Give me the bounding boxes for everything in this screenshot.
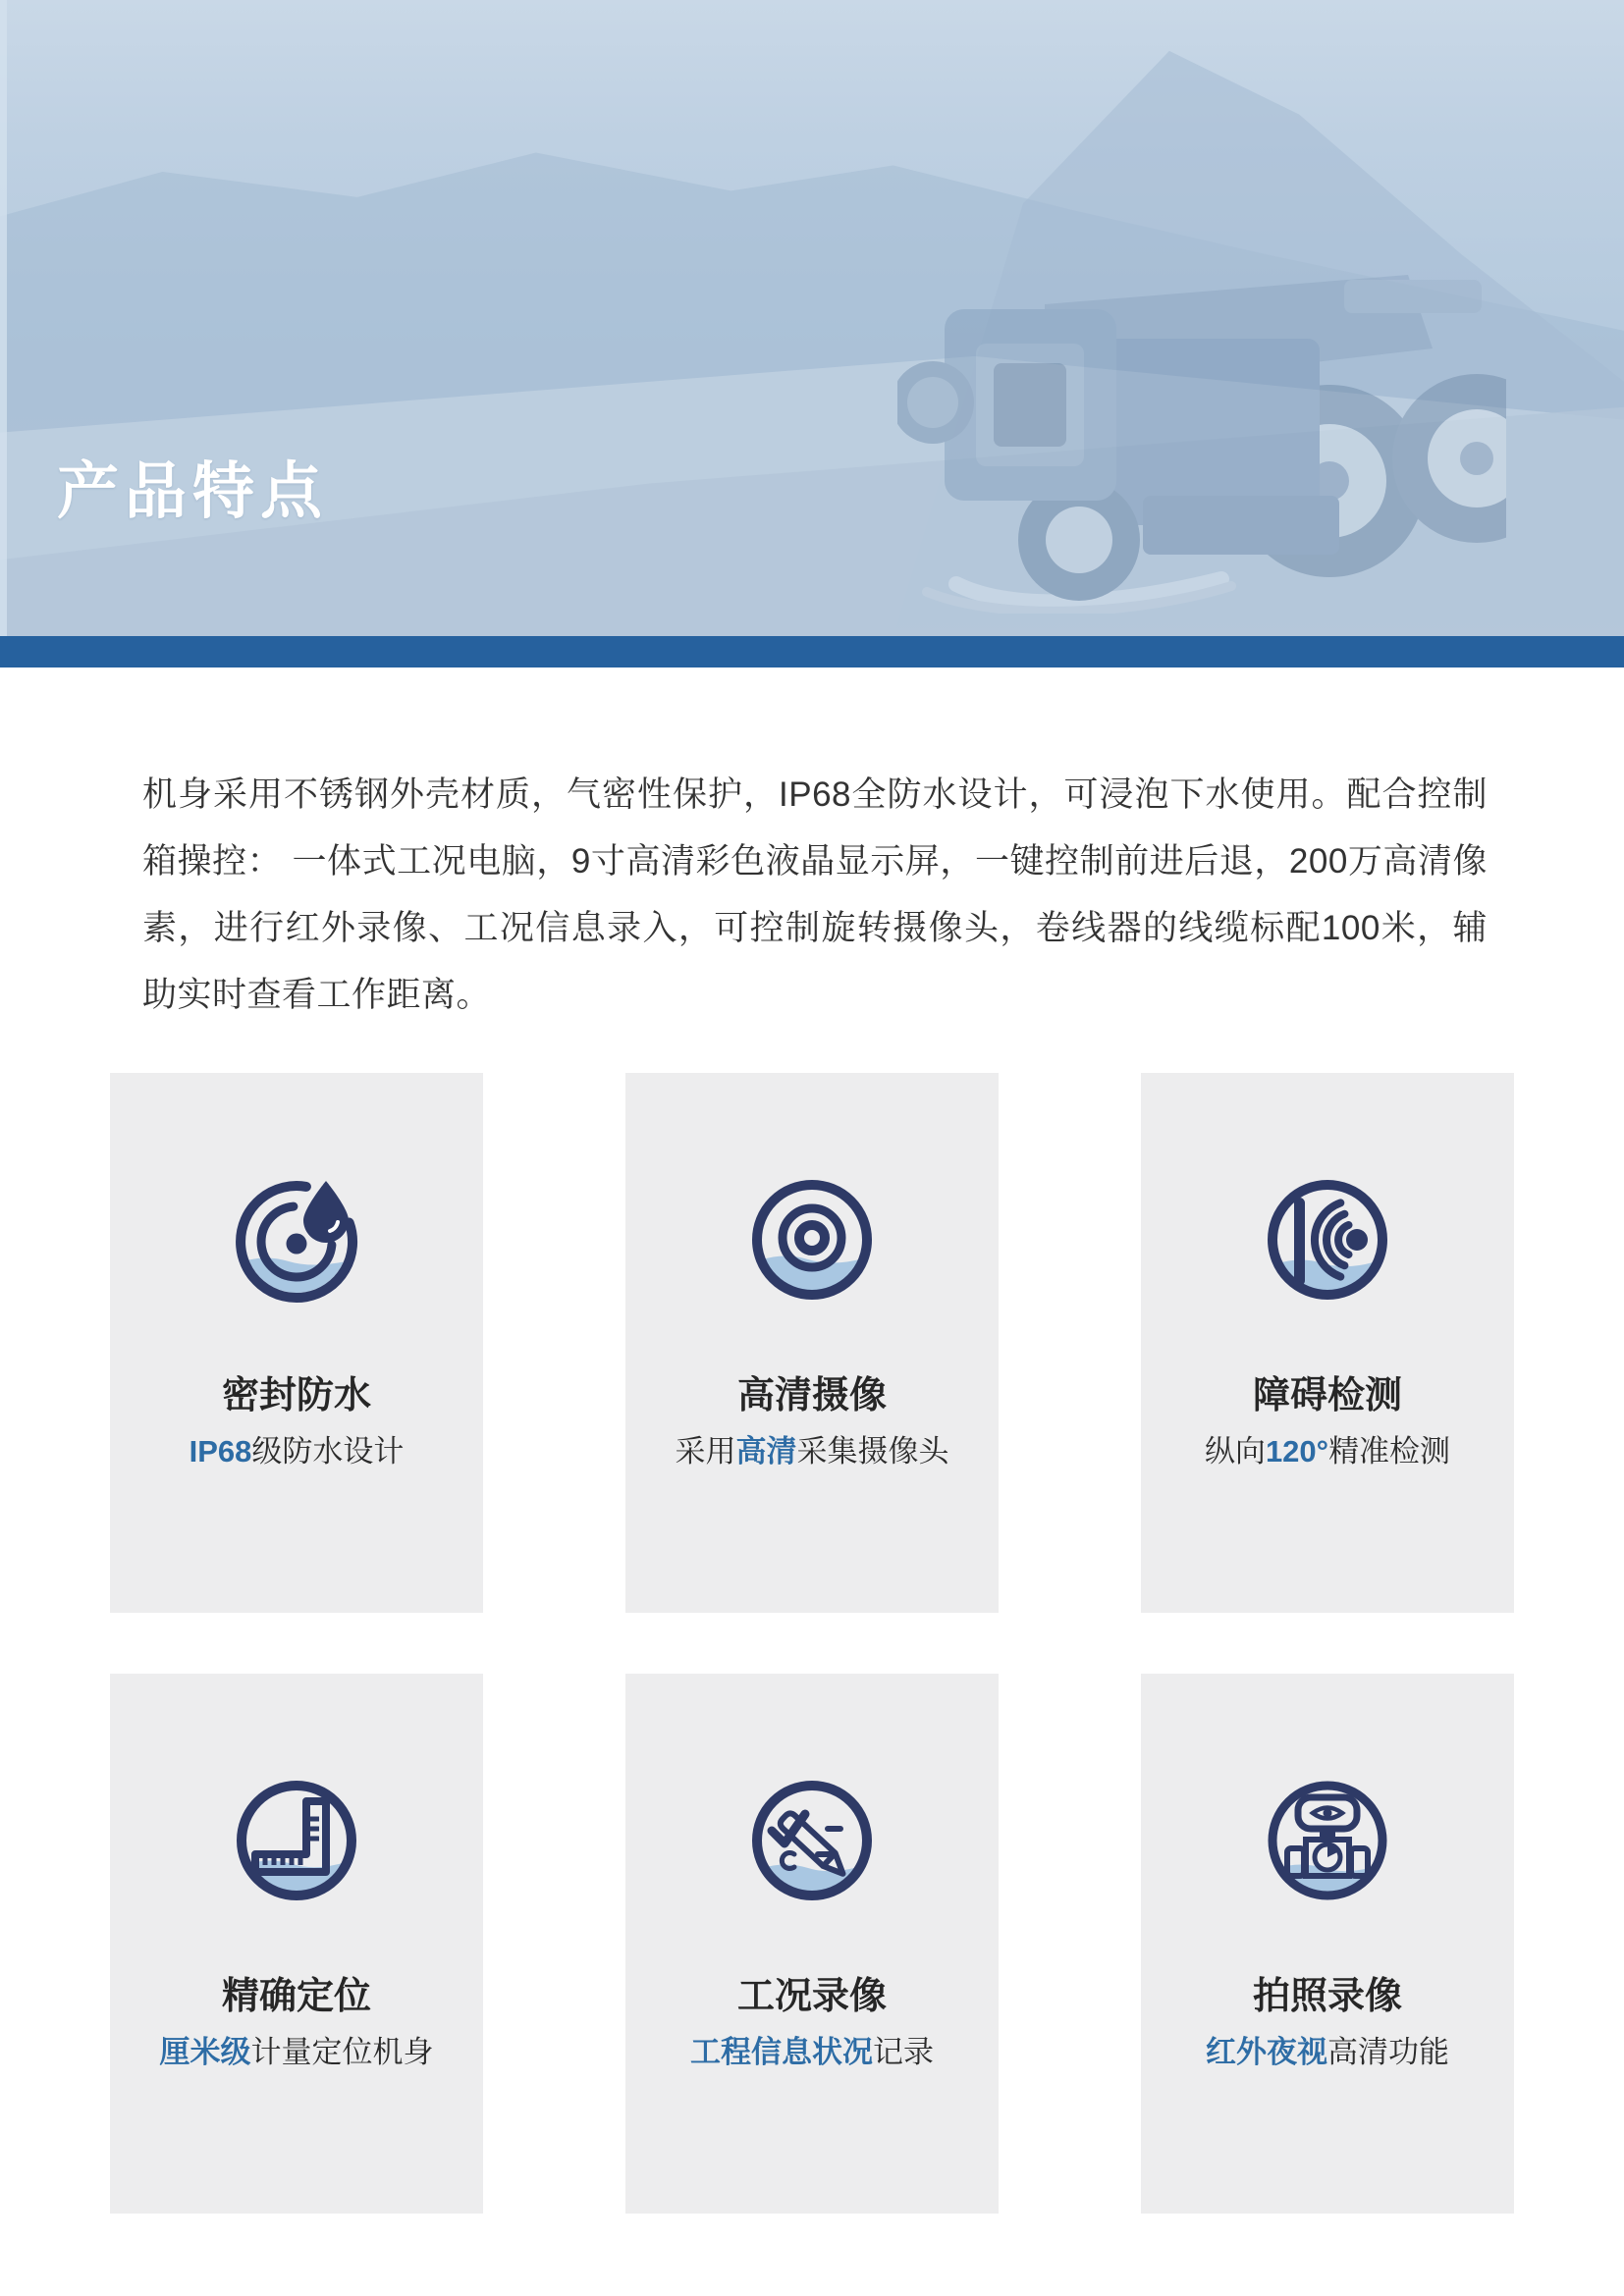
- hd-camera-eye-icon: [743, 1171, 881, 1308]
- card-subtitle: [160, 2037, 434, 2067]
- feature-card-photo-video: [1141, 1674, 1514, 2214]
- subtitle-highlight: 高清: [735, 1434, 797, 1468]
- card-subtitle: [1206, 2037, 1449, 2067]
- subtitle-highlight: 工程信息状况: [690, 2035, 873, 2069]
- intro-paragraph: 机身采用不锈钢外壳材质，气密性保护，IP68全防水设计，可浸泡下水使用。配合控制箱操控： 一体式工况电脑，9寸高清彩色液晶显示屏，一键控制前进后退，200万高清像素，进行红外录像、工况信息录入，可控制旋转摄像头，卷线器的线缆标配100米，辅助实时查看工作距离。: [142, 775, 1488, 1014]
- subtitle-post: 高清功能: [1327, 2035, 1449, 2069]
- subtitle-highlight: 120°: [1265, 1434, 1329, 1468]
- pipeline-robot-image: [897, 201, 1506, 614]
- card-subtitle: [690, 2037, 934, 2067]
- robot-camera-icon: [1259, 1772, 1396, 1909]
- subtitle-pre: 纵向: [1204, 1434, 1266, 1468]
- condition-pencil-check-icon: [743, 1772, 881, 1909]
- subtitle-pre: 采用: [675, 1434, 736, 1468]
- hero-banner: [0, 0, 1624, 636]
- subtitle-post: 级防水设计: [251, 1434, 405, 1468]
- card-title: 障碍检测: [1252, 1375, 1402, 1416]
- subtitle-highlight: 红外夜视: [1206, 2035, 1327, 2069]
- hero-left-light-strip: [0, 0, 7, 636]
- card-title: 精确定位: [221, 1976, 371, 2017]
- precise-ruler-icon: [228, 1772, 365, 1909]
- subtitle-post: 记录: [873, 2035, 934, 2069]
- obstacle-sonar-icon: [1259, 1171, 1396, 1308]
- card-subtitle: [676, 1436, 949, 1467]
- feature-card-precise-positioning: [110, 1674, 483, 2214]
- subtitle-post: 计量定位机身: [250, 2035, 434, 2069]
- feature-card-condition-recording: [625, 1674, 999, 2214]
- feature-card-waterproof: [110, 1073, 483, 1613]
- subtitle-highlight: 厘米级: [159, 2035, 251, 2069]
- subtitle-highlight: IP68: [189, 1434, 252, 1468]
- card-subtitle: [1205, 1436, 1450, 1467]
- waterproof-drop-icon: [228, 1171, 365, 1308]
- subtitle-post: 精准检测: [1328, 1434, 1451, 1468]
- card-title: 工况录像: [736, 1976, 887, 2017]
- feature-card-obstacle-detection: [1141, 1073, 1514, 1613]
- card-subtitle: [189, 1436, 405, 1467]
- feature-cards-grid: [0, 1073, 1624, 2214]
- card-title: 高清摄像: [736, 1375, 887, 1416]
- page-title: 产品特点: [57, 457, 328, 526]
- subtitle-post: 采集摄像头: [796, 1434, 949, 1468]
- feature-card-hd-camera: [625, 1073, 999, 1613]
- card-title: 密封防水: [221, 1375, 371, 1416]
- card-title: 拍照录像: [1252, 1976, 1402, 2017]
- divider-bar: [0, 636, 1624, 667]
